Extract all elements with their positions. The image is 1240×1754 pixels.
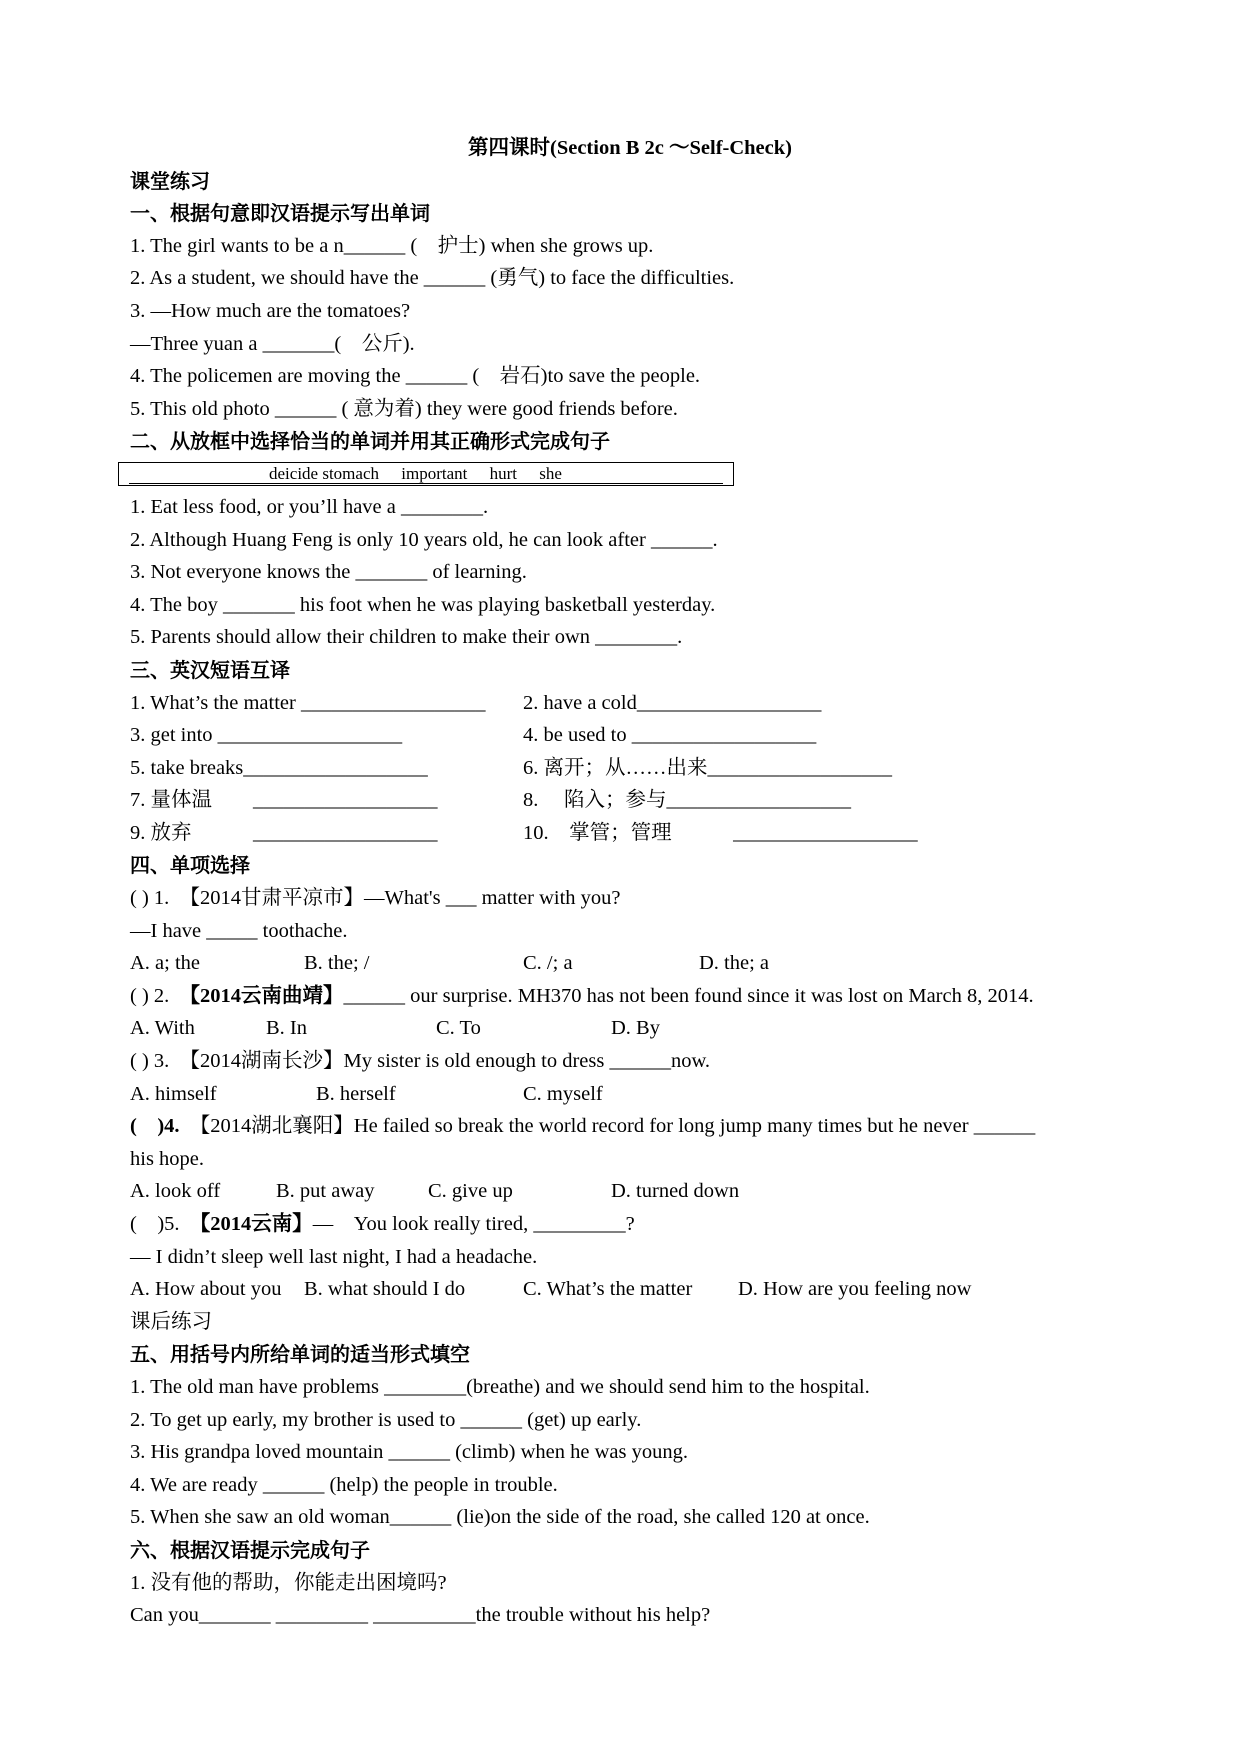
- question-2-source: 【2014云南曲靖】: [189, 984, 344, 1007]
- part5-item: 5. When she saw an old woman______ (lie)on the side of the road, she called 120 at once.: [130, 1506, 870, 1529]
- phrase-left: 9. 放弃 __________________: [130, 821, 438, 844]
- phrase-right: 8. 陷入；参与__________________: [523, 789, 851, 812]
- after-class-label: 课后练习: [130, 1310, 212, 1333]
- part6-item: Can you_______ _________ __________the trouble without his help?: [130, 1604, 711, 1627]
- option-d: D. the; a: [699, 952, 770, 975]
- option-c: C. give up: [428, 1180, 513, 1203]
- phrase-right: 10. 掌管；管理 __________________: [523, 821, 918, 844]
- part1-item: 2. As a student, we should have the ______ (勇气) to face the difficulties.: [130, 267, 735, 290]
- part1-item: 5. This old photo ______ ( 意为着) they were good friends before.: [130, 397, 678, 420]
- option-d: D. By: [611, 1017, 660, 1040]
- part2-item: 1. Eat less food, or you’ll have a ________.: [130, 495, 489, 518]
- question-4-options: [130, 1175, 1130, 1208]
- phrase-left: 1. What’s the matter __________________: [130, 691, 486, 714]
- option-a: A. How about you: [130, 1278, 282, 1301]
- box-word: important: [401, 463, 468, 483]
- part4-heading: 四、单项选择: [130, 853, 250, 878]
- question-5-source: 【2014云南】: [200, 1213, 313, 1235]
- part5-item: 1. The old man have problems ________(breathe) and we should send him to the hospital.: [130, 1375, 870, 1398]
- part1-heading: 一、根据句意即汉语提示写出单词: [130, 201, 430, 226]
- question-3-options: [130, 1078, 1130, 1111]
- phrase-row: [130, 752, 1130, 785]
- class-practice-label: 课堂练习: [130, 168, 210, 193]
- question-3: ( ) 3. 【2014湖南长沙】My sister is old enough to dress ______now.: [130, 1050, 711, 1073]
- part5-item: 3. His grandpa loved mountain ______ (climb) when he was young.: [130, 1441, 688, 1464]
- part1-item: 1. The girl wants to be a n______ ( 护士) when she grows up.: [130, 234, 654, 257]
- question-2-number: ( ) 2.: [130, 984, 190, 1007]
- box-word: hurt: [489, 463, 517, 483]
- question-1: ( ) 1. 【2014甘肃平凉市】—What's ___ matter with you?: [130, 887, 621, 910]
- part3-heading: 三、英汉短语互译: [130, 657, 290, 682]
- question-2-text: ______ our surprise. MH370 has not been found since it was lost on March 8, 2014.: [343, 984, 1034, 1007]
- part5-item: 4. We are ready ______ (help) the people in trouble.: [130, 1473, 558, 1496]
- part2-item: 2. Although Huang Feng is only 10 years old, he can look after ______.: [130, 528, 718, 551]
- phrase-row: [130, 687, 1130, 720]
- phrase-right: 6. 离开；从……出来__________________: [523, 756, 892, 779]
- question-4-text: 【2014湖北襄阳】He failed so break the world record for long jump many times but he never ______: [179, 1115, 1036, 1138]
- part5-heading: 五、用括号内所给单词的适当形式填空: [130, 1342, 470, 1367]
- question-4-line2: his hope.: [130, 1147, 205, 1170]
- option-a: A. With: [130, 1017, 195, 1040]
- question-2-options: [130, 1012, 1130, 1045]
- phrase-right: 4. be used to __________________: [523, 724, 817, 747]
- option-a: A. a; the: [130, 952, 201, 975]
- part2-item: 3. Not everyone knows the _______ of learning.: [130, 561, 527, 584]
- option-b: B. the; /: [304, 952, 370, 975]
- phrase-left: 3. get into __________________: [130, 724, 403, 747]
- word-box: [118, 462, 734, 486]
- option-c: C. myself: [523, 1082, 603, 1105]
- question-1-line2: —I have _____ toothache.: [130, 919, 348, 942]
- word-box-words: [269, 463, 580, 485]
- option-b: B. put away: [276, 1180, 375, 1203]
- question-4: [130, 1110, 1130, 1143]
- option-c: C. To: [436, 1017, 481, 1040]
- part6-item: 1. 没有他的帮助，你能走出困境吗?: [130, 1571, 447, 1594]
- part1-item: 3. —How much are the tomatoes?: [130, 299, 411, 322]
- part5-item: 2. To get up early, my brother is used to ______ (get) up early.: [130, 1408, 642, 1431]
- phrase-row: [130, 817, 1130, 850]
- question-2: [130, 980, 1130, 1013]
- part1-item: —Three yuan a _______( 公斤).: [130, 332, 415, 355]
- option-a: A. himself: [130, 1082, 217, 1105]
- question-5-text: — You look really tired, _________?: [312, 1213, 635, 1235]
- part2-heading: 二、从放框中选择恰当的单词并用其正确形式完成句子: [130, 429, 610, 454]
- option-b: B. In: [266, 1017, 307, 1040]
- phrase-left: 5. take breaks__________________: [130, 756, 428, 779]
- question-5-options: [130, 1273, 1130, 1306]
- phrase-row: [130, 784, 1130, 817]
- option-c: C. /; a: [523, 952, 573, 975]
- question-1-options: [130, 947, 1130, 980]
- option-b: B. herself: [316, 1082, 396, 1105]
- phrase-row: [130, 719, 1130, 752]
- part6-heading: 六、根据汉语提示完成句子: [130, 1537, 370, 1562]
- option-b: B. what should I do: [304, 1278, 466, 1301]
- question-5: [130, 1208, 1130, 1241]
- phrase-left: 7. 量体温 __________________: [130, 789, 438, 812]
- question-5-line2: — I didn’t sleep well last night, I had a headache.: [130, 1245, 538, 1268]
- question-5-number: ( )5.: [130, 1213, 201, 1235]
- part1-item: 4. The policemen are moving the ______ ( 岩石)to save the people.: [130, 365, 701, 388]
- part2-item: 4. The boy _______ his foot when he was playing basketball yesterday.: [130, 593, 716, 616]
- box-word: she: [539, 463, 562, 483]
- question-4-number: ( )4.: [130, 1115, 180, 1138]
- phrase-right: 2. have a cold__________________: [523, 691, 822, 714]
- worksheet: [130, 132, 1130, 1632]
- option-d: D. turned down: [611, 1180, 740, 1203]
- option-d: D. How are you feeling now: [738, 1278, 972, 1301]
- page-title: 第四课时(Section B 2c ～Self-Check): [468, 137, 792, 159]
- part2-item: 5. Parents should allow their children to make their own ________.: [130, 626, 683, 649]
- option-a: A. look off: [130, 1180, 221, 1203]
- option-c: C. What’s the matter: [523, 1278, 693, 1301]
- box-word: deicide stomach: [269, 463, 379, 483]
